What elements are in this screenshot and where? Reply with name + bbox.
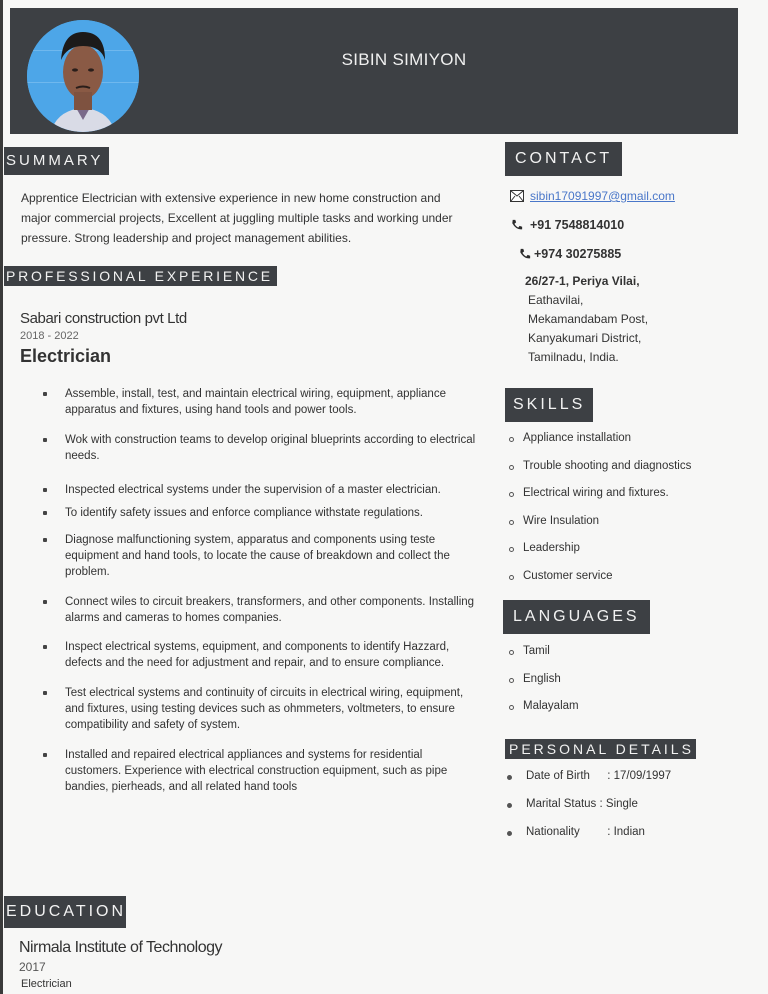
skill-item: Appliance installation [508,432,691,460]
personal-detail-item [506,826,671,854]
skills-heading: SKILLS [505,388,593,422]
experience-bullet: To identify safety issues and enforce compliance withstate regulations. [40,505,480,521]
person-icon [27,20,139,132]
experience-bullet: Inspected electrical systems under the supervision of a master electrician. [40,482,480,498]
personal-details-heading: PERSONAL DETAILS [505,739,696,759]
phone-icon [510,219,524,231]
address-line: Mekamandabam Post, [528,312,649,326]
address-block [525,272,648,367]
experience-bullet: Assemble, install, test, and maintain electrical wiring, equipment, appliance apparatus and fixtures, using hand tools and power tools. [40,386,480,418]
personal-details-list [506,770,671,854]
summary-heading: SUMMARY [4,147,109,175]
experience-bullet: Test electrical systems and continuity of circuits in electrical wiring, equipment, and fixtures, using testing devices such as ohmmeters, voltmeters, to ensure compatibility and safety of system. [40,685,480,733]
experience-years: 2018 - 2022 [20,330,79,342]
address-line: Kanyakumari District, [528,331,642,345]
detail-label: Marital Status [526,798,597,810]
contact-heading: CONTACT [505,142,622,176]
education-degree: Electrician [21,978,72,990]
detail-value: : Single [599,798,638,810]
candidate-name: SIBIN SIMIYON [341,50,467,69]
skill-item: Trouble shooting and diagnostics [508,460,691,488]
detail-label: Nationality [526,826,580,838]
experience-heading: PROFESSIONAL EXPERIENCE [4,266,277,286]
experience-bullet: Diagnose malfunctioning system, apparatus and components using teste equipment and hand tools, to locate the cause of breakdown and collect the problem. [40,532,480,580]
phone-number-2[interactable]: +974 30275885 [534,247,622,261]
language-item: English [508,673,579,701]
experience-bullet: Installed and repaired electrical appliances and systems for residential customers. Experience with electrical construction equipment, such as pipe bandies, pierheads, and all related hand tools [40,747,480,795]
skill-item: Customer service [508,570,691,598]
address-line: 26/27-1, Periya Vilai, [525,274,640,288]
email-icon [510,190,524,202]
detail-label: Date of Birth [526,770,590,782]
skill-item: Electrical wiring and fixtures. [508,487,691,515]
education-heading: EDUCATION [4,896,126,928]
email-link[interactable]: sibin17091997@gmail.com [530,189,675,203]
skills-list [508,432,691,597]
phone-icon [518,248,532,260]
experience-bullet: Inspect electrical systems, equipment, and components to identify Hazzard, defects and the need for adjustment and repair, and to ensure compliance. [40,639,480,671]
languages-heading: LANGUAGES [503,600,650,634]
skill-item: Leadership [508,542,691,570]
summary-text: Apprentice Electrician with extensive experience in new home construction and major commercial projects, Excellent at juggling multiple tasks and working under pressure. Strong leadership and project management abilities. [21,191,453,245]
phone-row-2 [518,247,621,261]
experience-bullet: Wok with construction teams to develop original blueprints according to electrical needs. [40,432,480,464]
language-item: Malayalam [508,700,579,728]
profile-photo [27,20,139,132]
phone-number-1[interactable]: +91 7548814010 [530,218,625,232]
personal-detail-item [506,798,671,826]
email-row [510,189,675,203]
page-edge [0,0,3,994]
languages-list [508,645,579,728]
skill-item: Wire Insulation [508,515,691,543]
job-role: Electrician [20,346,112,366]
address-line: Tamilnadu, India. [528,350,619,364]
personal-detail-item [506,770,671,798]
experience-bullet: Connect wiles to circuit breakers, transformers, and other components. Installing alarms and cameras to homes companies. [40,594,480,626]
detail-value: : Indian [607,826,645,838]
experience-bullets [40,386,480,795]
detail-value: : 17/09/1997 [607,770,672,782]
header-banner [10,8,738,134]
company-name: Sabari construction pvt Ltd [20,310,187,327]
language-item: Tamil [508,645,579,673]
school-name: Nirmala Institute of Technology [19,939,222,956]
education-year: 2017 [19,960,46,974]
phone-row-1 [510,218,624,232]
address-line: Eathavilai, [528,293,584,307]
